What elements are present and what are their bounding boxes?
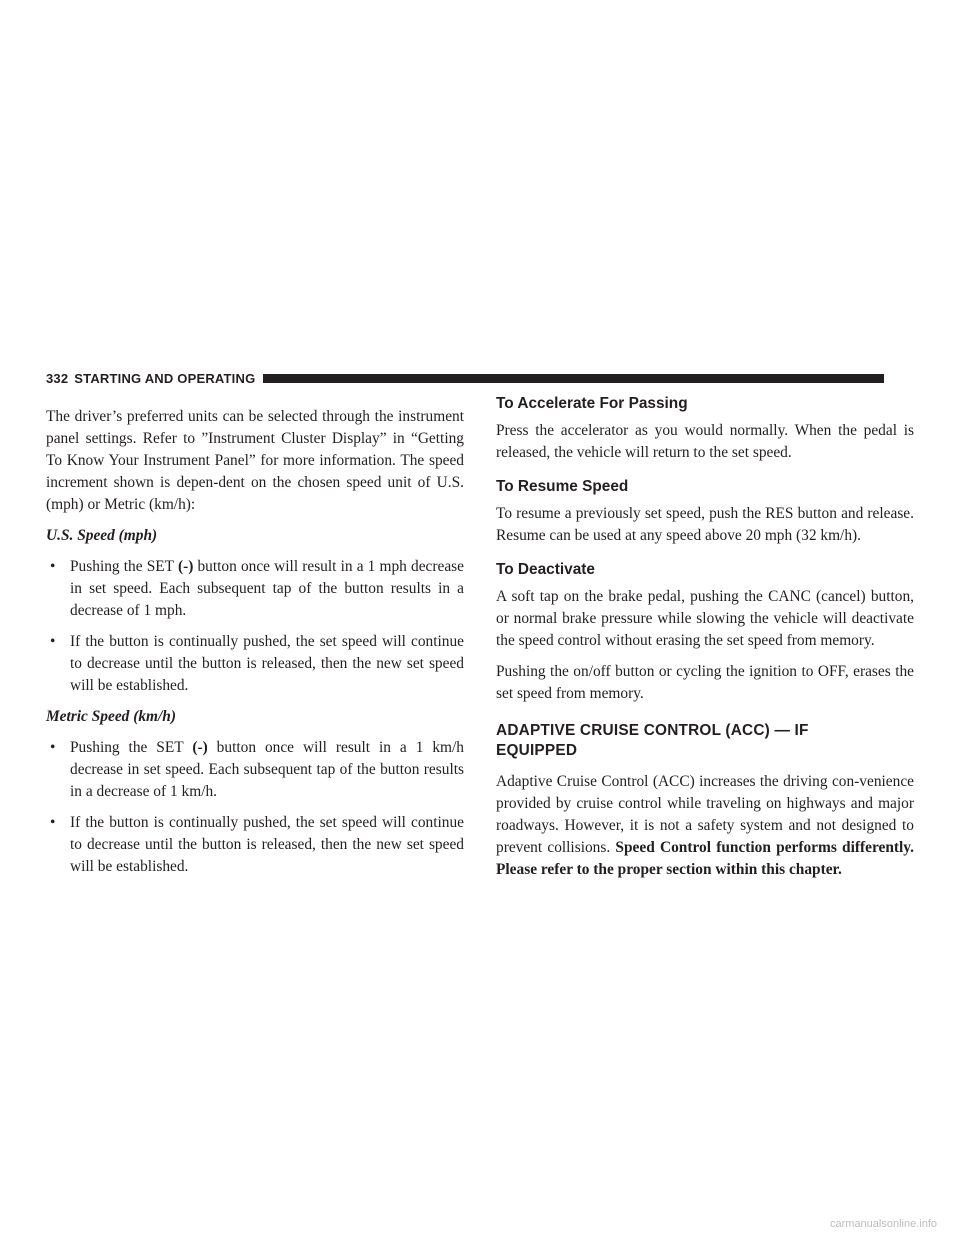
bullet-icon: • <box>50 814 56 831</box>
acc-heading: ADAPTIVE CRUISE CONTROL (ACC) — IF EQUIPPED <box>496 722 809 759</box>
list-item <box>46 812 464 878</box>
bullet-text: If the button is continually pushed, the set speed will continue to decrease until the button is released, then the new set speed will be established. <box>70 633 464 694</box>
bullet-icon: • <box>50 739 56 756</box>
list-item <box>46 556 464 622</box>
accelerate-heading: To Accelerate For Passing <box>496 395 688 412</box>
deactivate-paragraph: A soft tap on the brake pedal, pushing the CANC (cancel) button, or normal brake pressure while slowing the vehicle will deactivate the speed control without erasing the set speed from memory. <box>496 588 914 649</box>
resume-paragraph: To resume a previously set speed, push the RES button and release. Resume can be used at any speed above 20 mph (32 km/h). <box>496 505 914 544</box>
list-item <box>46 631 464 697</box>
section-title: STARTING AND OPERATING <box>74 370 256 386</box>
acc-paragraph: Adaptive Cruise Control (ACC) increases the driving con-venience provided by cruise control while traveling on highways and major roadways. However, it is not a safety system and not designed to prevent collisions. Speed Control function performs differently. Please refer to the proper section within this chapter. <box>496 773 914 878</box>
bullet-icon: • <box>50 558 56 575</box>
header-rule <box>263 374 884 383</box>
resume-heading: To Resume Speed <box>496 478 629 495</box>
list-item <box>46 737 464 803</box>
page-number: 332 <box>46 370 69 386</box>
page-header <box>46 370 884 386</box>
deactivate-heading: To Deactivate <box>496 561 595 578</box>
bullet-text: If the button is continually pushed, the set speed will continue to decrease until the button is released, then the new set speed will be established. <box>70 814 464 875</box>
metric-speed-heading: Metric Speed (km/h) <box>46 708 176 725</box>
accelerate-paragraph: Press the accelerator as you would normally. When the pedal is released, the vehicle will return to the set speed. <box>496 422 914 461</box>
intro-paragraph: The driver’s preferred units can be selected through the instrument panel settings. Refer to ”Instrument Cluster Display” in “Getting To Know Your Instrument Panel” for more information. The speed increment shown is depen-dent on the chosen speed unit of U.S. (mph) or Metric (km/h): <box>46 408 464 513</box>
bullet-text: Pushing the SET (-) button once will result in a 1 km/h decrease in set speed. Each subsequent tap of the button results in a decrease of 1 km/h. <box>70 739 464 800</box>
deactivate-paragraph-2: Pushing the on/off button or cycling the ignition to OFF, erases the set speed from memory. <box>496 663 914 702</box>
right-column <box>496 395 914 881</box>
bullet-text: Pushing the SET (-) button once will result in a 1 mph decrease in set speed. Each subsequent tap of the button results in a decrease of 1 mph. <box>70 558 464 619</box>
us-speed-heading: U.S. Speed (mph) <box>46 527 158 544</box>
bullet-icon: • <box>50 633 56 650</box>
left-column <box>46 406 464 878</box>
watermark: carmanualsonline.info <box>830 1218 938 1230</box>
